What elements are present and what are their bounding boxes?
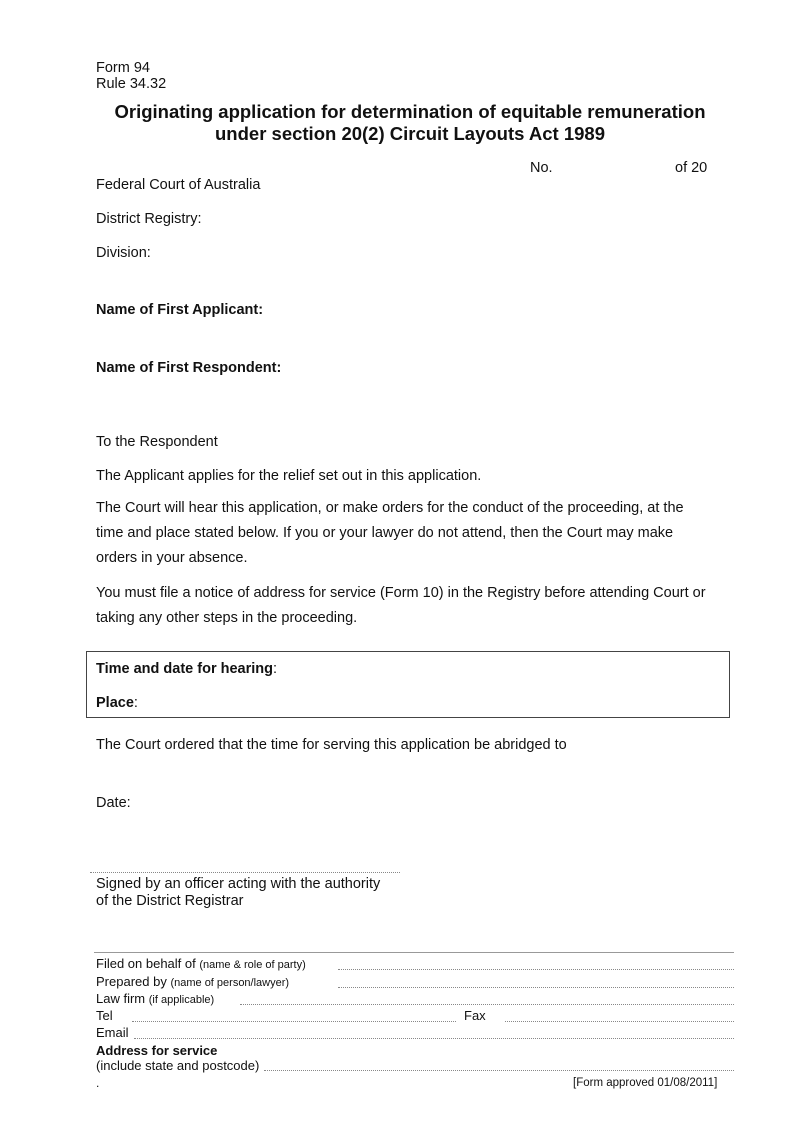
signature-caption-line: of the District Registrar bbox=[96, 893, 244, 909]
court-name: Federal Court of Australia bbox=[96, 177, 261, 193]
address-for-service-label: Address for service bbox=[96, 1043, 218, 1058]
first-applicant-label: Name of First Applicant: bbox=[96, 302, 264, 318]
email-field[interactable] bbox=[134, 1038, 734, 1039]
signature-caption bbox=[96, 876, 380, 910]
signature-caption-line: Signed by an officer acting with the authority bbox=[96, 876, 381, 892]
prepared-by-field[interactable] bbox=[338, 987, 734, 988]
to-respondent: To the Respondent bbox=[96, 434, 218, 450]
filed-on-behalf-row bbox=[96, 956, 306, 973]
time-date-label-text: Time and date for hearing bbox=[96, 661, 273, 677]
footer-dot: . bbox=[96, 1076, 100, 1090]
tel-field[interactable] bbox=[132, 1021, 456, 1022]
prepared-by-row bbox=[96, 974, 289, 991]
filed-on-behalf-note: (name & role of party) bbox=[199, 959, 306, 971]
email-label: Email bbox=[96, 1025, 129, 1040]
form-number: Form 94 bbox=[96, 60, 150, 76]
address-field[interactable] bbox=[264, 1070, 734, 1071]
notice-line: taking any other steps in the proceeding. bbox=[96, 610, 358, 626]
address-for-service-note: (include state and postcode) bbox=[96, 1058, 260, 1073]
form-title-line2: under section 20(2) Circuit Layouts Act 1989 bbox=[215, 123, 605, 144]
notice-line: You must file a notice of address for service (Form 10) in the Registry before attending Court or bbox=[96, 585, 706, 601]
rule-number: Rule 34.32 bbox=[96, 76, 167, 92]
place-label-text: Place bbox=[96, 695, 134, 711]
fax-field[interactable] bbox=[505, 1021, 734, 1022]
hearing-paragraph bbox=[96, 496, 736, 571]
hearing-line: time and place stated below. If you or your lawyer do not attend, then the Court may make bbox=[96, 525, 674, 541]
prepared-by-note: (name of person/lawyer) bbox=[170, 977, 290, 989]
case-year-label: of 20 bbox=[675, 160, 708, 176]
form-title-line1: Originating application for determination of equitable remuneration bbox=[114, 101, 706, 122]
tel-label: Tel bbox=[96, 1008, 113, 1023]
signature-line bbox=[90, 872, 400, 873]
time-date-colon: : bbox=[273, 661, 278, 677]
law-firm-row bbox=[96, 991, 214, 1008]
footer-top-rule bbox=[94, 952, 734, 953]
fax-label: Fax bbox=[464, 1008, 486, 1023]
district-registry-label: District Registry: bbox=[96, 211, 202, 227]
relief-statement: The Applicant applies for the relief set out in this application. bbox=[96, 468, 482, 484]
prepared-by-label: Prepared by bbox=[96, 974, 167, 989]
place-label bbox=[96, 695, 138, 711]
first-respondent-label: Name of First Respondent: bbox=[96, 360, 282, 376]
time-date-label bbox=[96, 661, 277, 677]
filed-on-behalf-label: Filed on behalf of bbox=[96, 956, 196, 971]
form-approved-note: [Form approved 01/08/2011] bbox=[573, 1077, 718, 1089]
case-no-label: No. bbox=[530, 160, 553, 176]
hearing-line: The Court will hear this application, or make orders for the conduct of the proceeding, at the bbox=[96, 500, 684, 516]
law-firm-note: (if applicable) bbox=[148, 994, 215, 1006]
law-firm-field[interactable] bbox=[240, 1004, 734, 1005]
hearing-line: orders in your absence. bbox=[96, 550, 248, 566]
abridged-statement: The Court ordered that the time for serving this application be abridged to bbox=[96, 737, 567, 753]
law-firm-label: Law firm bbox=[96, 991, 146, 1006]
place-colon: : bbox=[133, 695, 138, 711]
filed-on-behalf-field[interactable] bbox=[338, 969, 734, 970]
notice-paragraph bbox=[96, 581, 736, 631]
date-label: Date: bbox=[96, 795, 131, 811]
division-label: Division: bbox=[96, 245, 151, 261]
